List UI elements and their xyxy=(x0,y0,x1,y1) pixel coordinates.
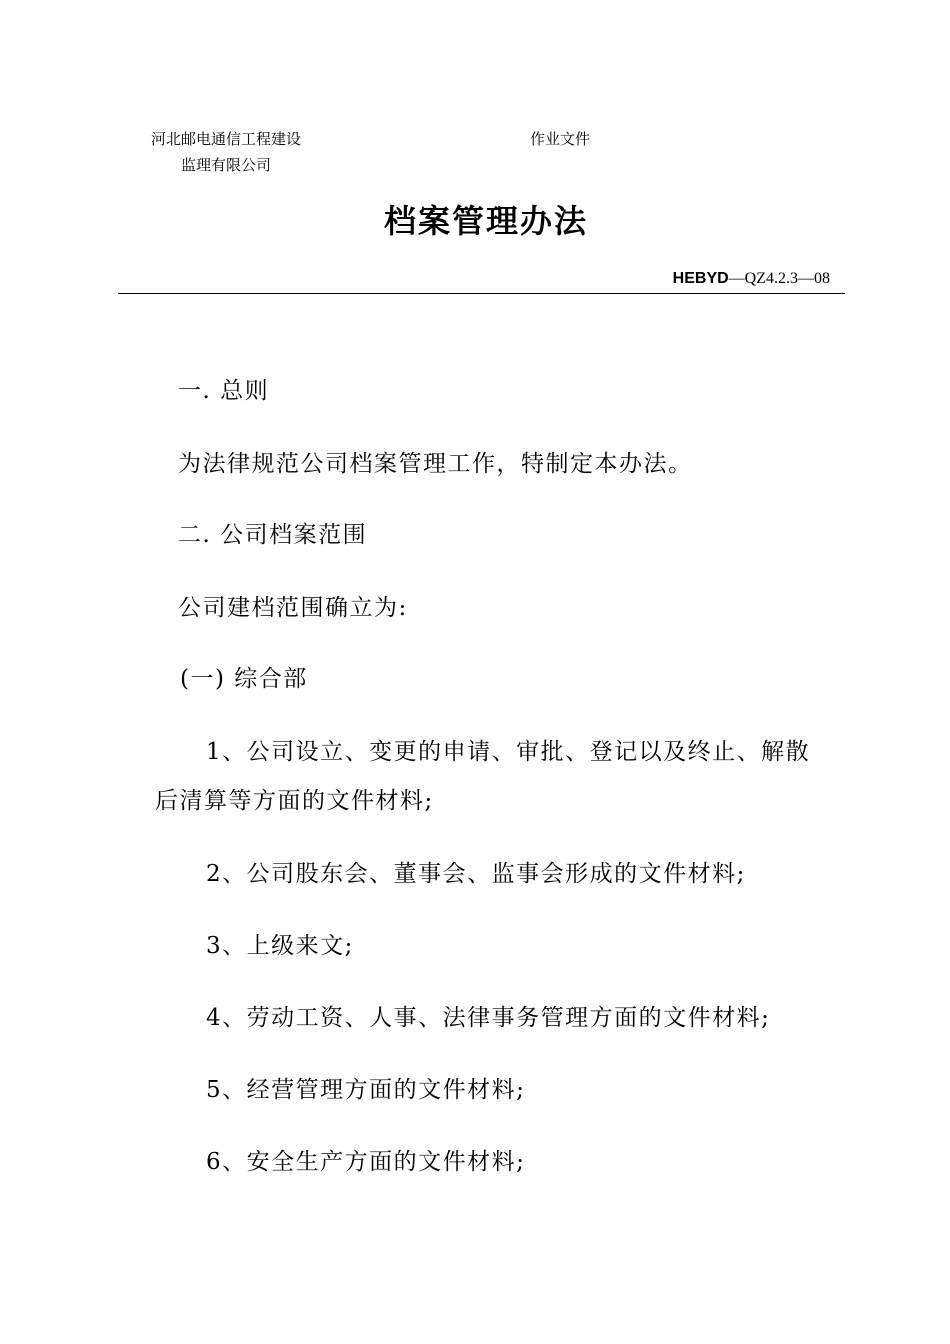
list-item-5: 5、经营管理方面的文件材料; xyxy=(206,1077,526,1103)
company-name-line2: 监理有限公司 xyxy=(180,156,271,174)
list-item-1-line1: 1、公司设立、变更的申请、审批、登记以及终止、解散 xyxy=(206,739,811,765)
document-code-number: —QZ4.2.3—08 xyxy=(728,270,830,287)
list-item-4: 4、劳动工资、人事、法律事务管理方面的文件材料; xyxy=(206,1005,771,1031)
section1-text: 为法律规范公司档案管理工作，特制定本办法。 xyxy=(178,451,693,477)
header-doc-type: 作业文件 xyxy=(530,130,591,148)
company-name-line1: 河北邮电通信工程建设 xyxy=(150,130,301,148)
section1-heading: 一. 总则 xyxy=(178,378,270,404)
list-item-6: 6、安全生产方面的文件材料; xyxy=(206,1149,526,1175)
document-code xyxy=(673,270,830,288)
section2-intro: 公司建档范围确立为: xyxy=(178,595,408,621)
subsection1-heading: (一) 综合部 xyxy=(180,666,308,692)
header-divider xyxy=(118,293,845,294)
document-title: 档案管理办法 xyxy=(383,202,588,240)
list-item-3: 3、上级来文; xyxy=(206,933,354,959)
list-item-2: 2、公司股东会、董事会、监事会形成的文件材料; xyxy=(206,861,746,887)
document-code-prefix: HEBYD xyxy=(672,270,729,287)
section2-heading: 二. 公司档案范围 xyxy=(178,522,368,548)
header-company-name xyxy=(142,126,310,178)
list-item-1-line2: 后清算等方面的文件材料; xyxy=(155,788,434,814)
